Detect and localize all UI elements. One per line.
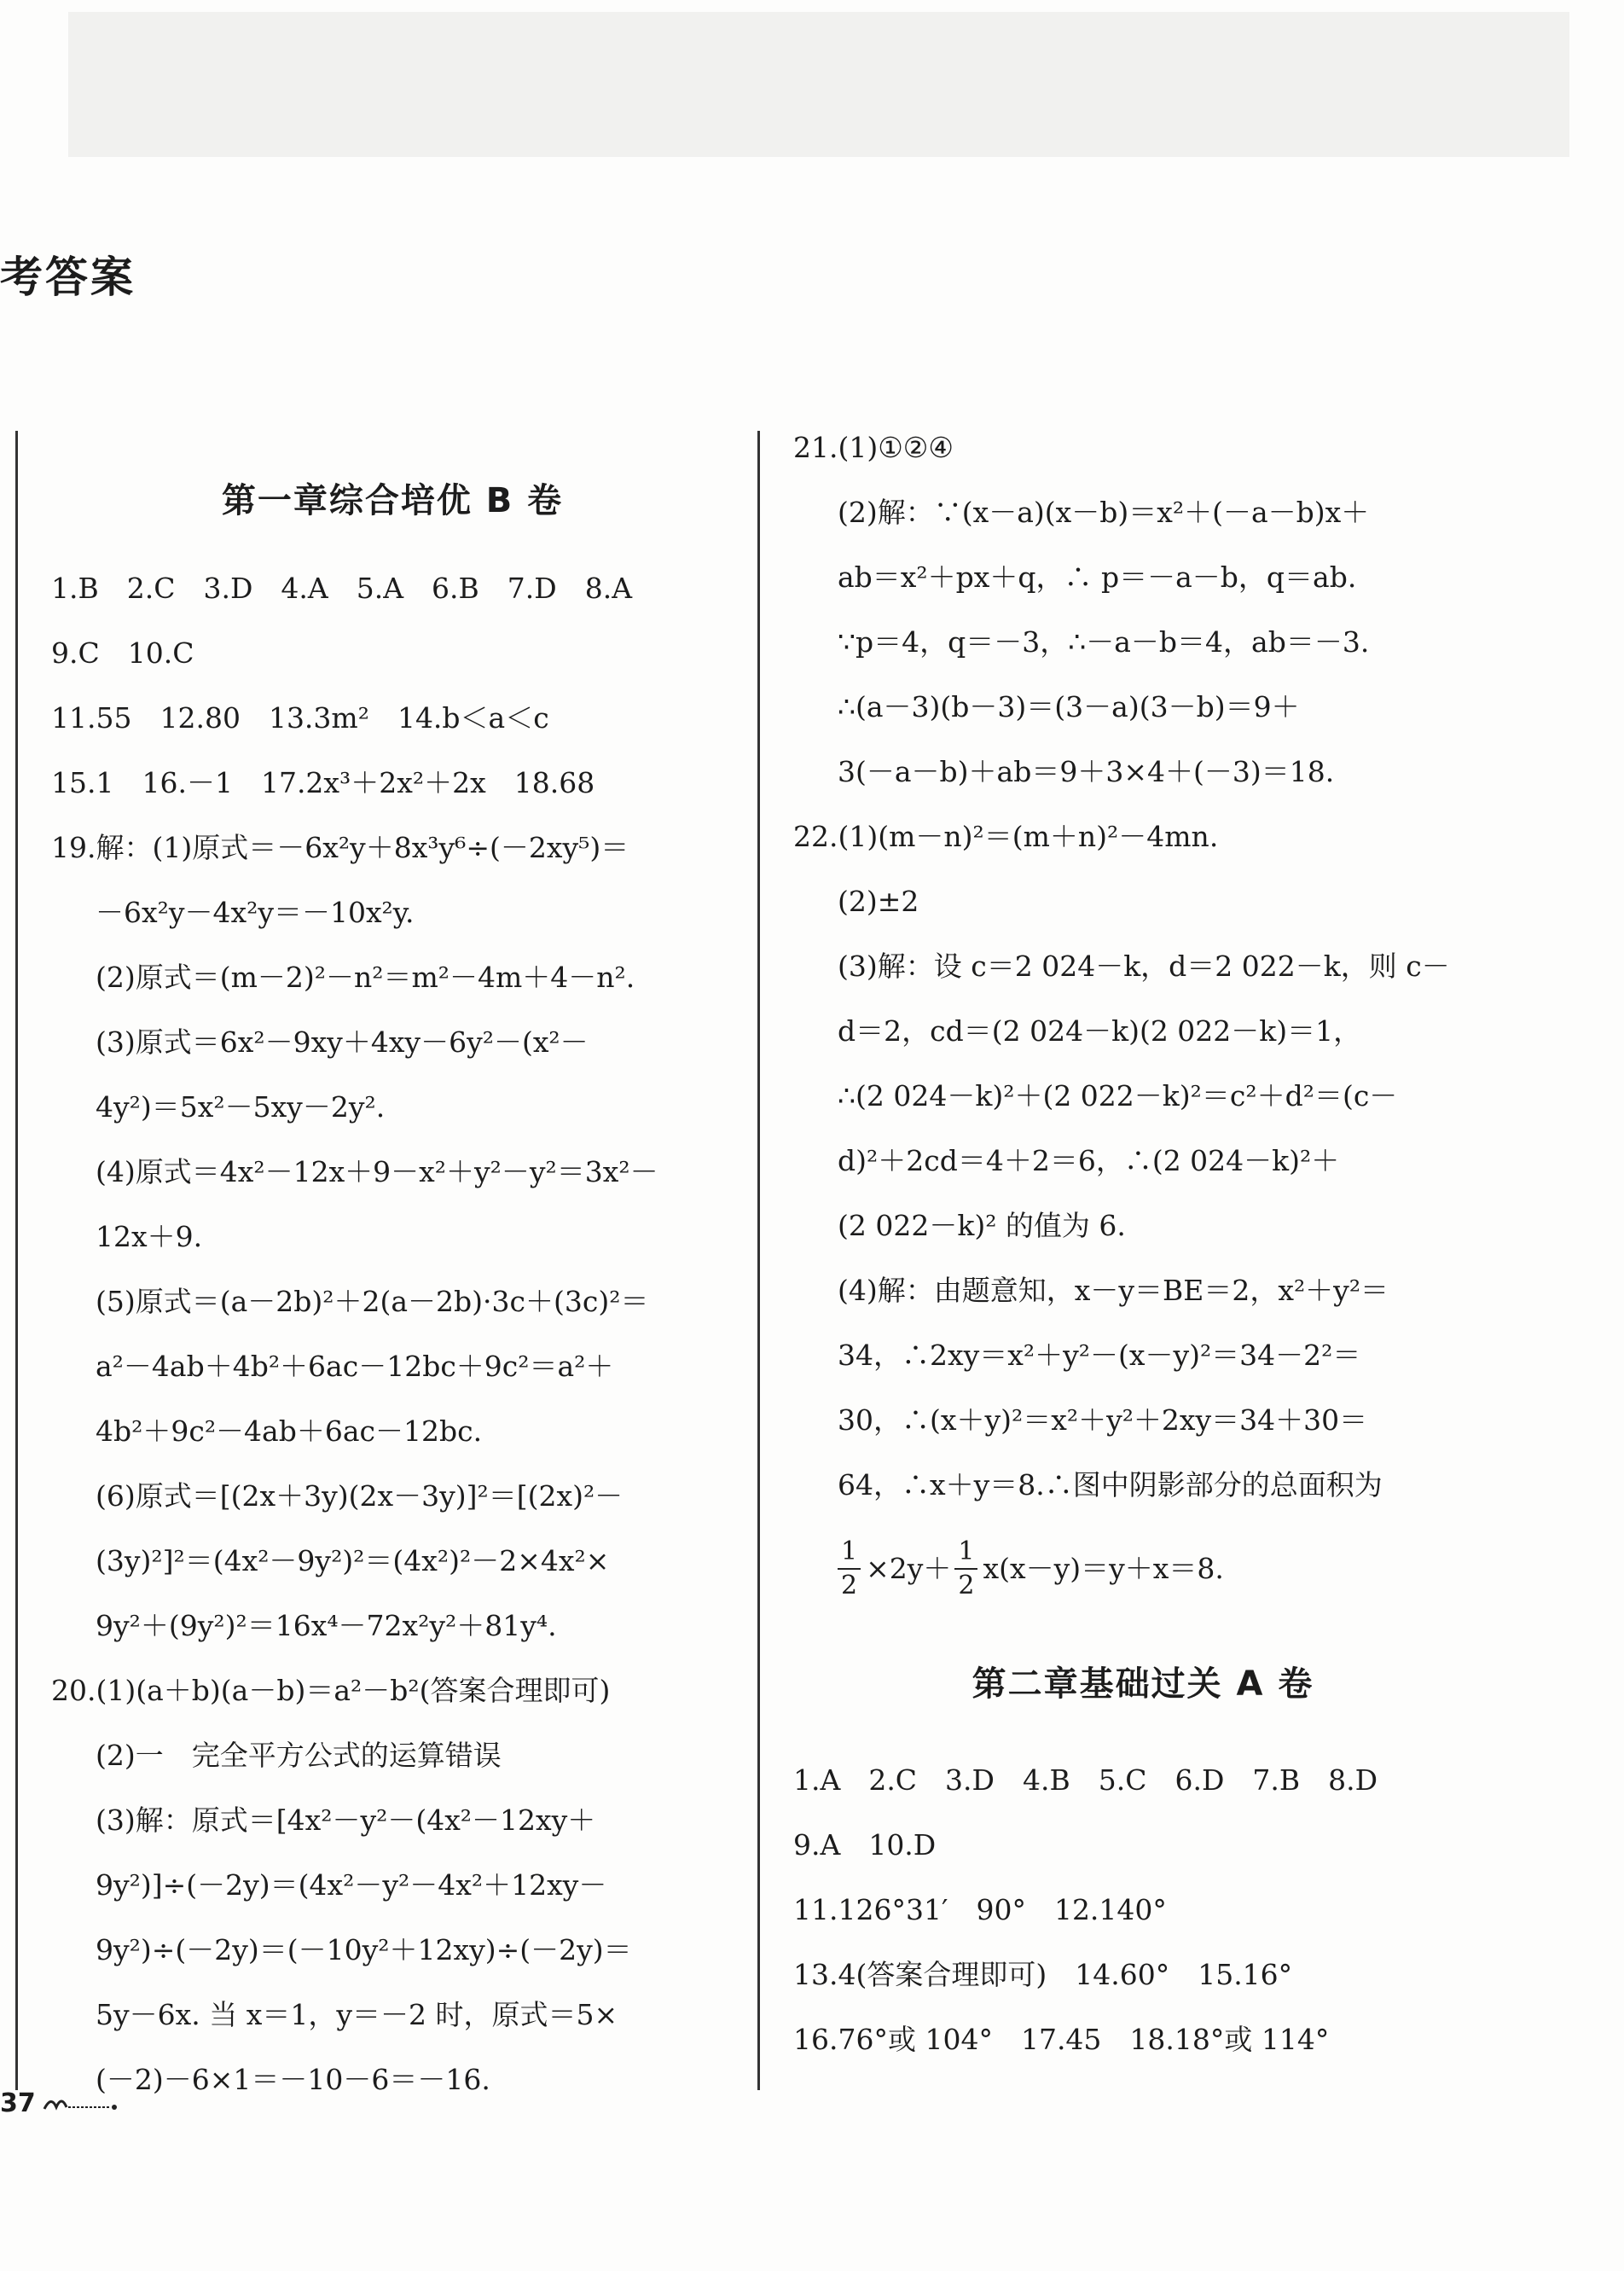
- answer-line: (3y)²]²＝(4x²－9y²)²＝(4x²)²－2×4x²×: [96, 1544, 610, 1577]
- answer-line: (2)原式＝(m－2)²－n²＝m²－4m＋4－n².: [96, 961, 635, 994]
- left-column-rule: [15, 431, 18, 2090]
- answer-line: (4)解：由题意知，x－y＝BE＝2，x²＋y²＝: [838, 1274, 1389, 1307]
- answer-line: (6)原式＝[(2x＋3y)(2x－3y)]²＝[(2x)²－: [96, 1479, 624, 1513]
- fraction-numerator: 1: [954, 1539, 977, 1570]
- fraction-numerator: 1: [838, 1539, 861, 1570]
- answer-line: (3)解：原式＝[4x²－y²－(4x²－12xy＋: [96, 1803, 596, 1837]
- answer-line: 21.(1)①②④: [793, 431, 954, 464]
- fraction-denominator: 2: [958, 1571, 975, 1600]
- answer-line: 20.(1)(a＋b)(a－b)＝a²－b²(答案合理即可): [51, 1674, 611, 1707]
- answer-line: 11.126°31′ 90° 12.140°: [793, 1893, 1167, 1926]
- answer-line: 19.解：(1)原式＝－6x²y＋8x³y⁶÷(－2xy⁵)＝: [51, 831, 629, 864]
- right-answer-lines-b: [793, 1748, 1493, 2072]
- answer-line: 4b²＋9c²－4ab＋6ac－12bc.: [96, 1414, 483, 1448]
- answer-line: －6x²y－4x²y＝－10x²y.: [96, 896, 415, 929]
- answer-line: (2)一 完全平方公式的运算错误: [96, 1739, 502, 1772]
- answer-line: 13.4(答案合理即可) 14.60° 15.16°: [793, 1958, 1293, 1991]
- answer-line: 5y－6x. 当 x＝1，y＝－2 时，原式＝5×: [96, 1998, 618, 2031]
- answer-line: 1.B 2.C 3.D 4.A 5.A 6.B 7.D 8.A: [51, 572, 633, 605]
- answer-line: 4y²)＝5x²－5xy－2y².: [96, 1090, 386, 1124]
- answer-line: 9y²)]÷(－2y)＝(4x²－y²－4x²＋12xy－: [96, 1868, 607, 1902]
- left-column: [51, 445, 734, 2112]
- page-number: 37: [0, 2088, 36, 2118]
- answer-line: 9.A 10.D: [793, 1828, 937, 1862]
- answer-line: (5)原式＝(a－2b)²＋2(a－2b)·3c＋(3c)²＝: [96, 1285, 649, 1318]
- answer-line: (2)解：∵(x－a)(x－b)＝x²＋(－a－b)x＋: [838, 496, 1370, 529]
- answer-line: 16.76°或 104° 17.45 18.18°或 114°: [793, 2023, 1330, 2056]
- right-answer-lines-a: [793, 415, 1493, 1518]
- fraction-half-2: [954, 1536, 977, 1600]
- answer-line: a²－4ab＋4b²＋6ac－12bc＋9c²＝a²＋: [96, 1350, 614, 1383]
- answer-line: (4)原式＝4x²－12x＋9－x²＋y²－y²＝3x²－: [96, 1155, 658, 1188]
- answer-line: ∵p＝4，q＝－3，∴－a－b＝4，ab＝－3.: [838, 625, 1370, 659]
- answer-line: 34，∴2xy＝x²＋y²－(x－y)²＝34－2²＝: [838, 1339, 1361, 1372]
- answer-line: 15.1 16.－1 17.2x³＋2x²＋2x 18.68: [51, 766, 595, 799]
- center-column-rule: [757, 431, 760, 2090]
- answer-line: (2)±2: [838, 885, 919, 918]
- top-band: [68, 12, 1569, 157]
- answer-line: ab＝x²＋px＋q，∴ p＝－a－b，q＝ab.: [838, 560, 1357, 594]
- answer-line: d＝2，cd＝(2 024－k)(2 022－k)＝1，: [838, 1014, 1362, 1048]
- answer-line: 3(－a－b)＋ab＝9＋3×4＋(－3)＝18.: [838, 755, 1335, 788]
- answer-line: (－2)－6×1＝－10－6＝－16.: [96, 2063, 490, 2096]
- answer-line: 30，∴(x＋y)²＝x²＋y²＋2xy＝34＋30＝: [838, 1403, 1368, 1437]
- answer-line: ∴(2 024－k)²＋(2 022－k)²＝c²＋d²＝(c－: [838, 1079, 1398, 1112]
- section-title-chapter1: 第一章综合培优 B 卷: [221, 481, 564, 520]
- section-title-chapter2: 第二章基础过关 A 卷: [972, 1664, 1314, 1704]
- answer-line: 12x＋9.: [96, 1220, 203, 1253]
- answer-line: 22.(1)(m－n)²＝(m＋n)²－4mn.: [793, 820, 1219, 853]
- decorative-squiggle-icon: [43, 2092, 119, 2114]
- fraction-line: [793, 1518, 1493, 1620]
- answer-line: 9y²＋(9y²)²＝16x⁴－72x²y²＋81y⁴.: [96, 1609, 557, 1642]
- fraction-denominator: 2: [841, 1571, 858, 1600]
- fraction-text-2: x(x－y)＝y＋x＝8.: [983, 1552, 1224, 1585]
- answer-line: (3)原式＝6x²－9xy＋4xy－6y²－(x²－: [96, 1025, 589, 1059]
- answer-line: 64，∴x＋y＝8.∴图中阴影部分的总面积为: [838, 1468, 1383, 1501]
- answer-line: 9y²)÷(－2y)＝(－10y²＋12xy)÷(－2y)＝: [96, 1933, 632, 1966]
- left-answer-lines: [51, 556, 734, 2112]
- right-column: [793, 415, 1493, 2072]
- answer-line: (3)解：设 c＝2 024－k，d＝2 022－k，则 c－: [838, 950, 1450, 983]
- answer-line: 1.A 2.C 3.D 4.B 5.C 6.D 7.B 8.D: [793, 1763, 1378, 1797]
- answer-line: ∴(a－3)(b－3)＝(3－a)(3－b)＝9＋: [838, 690, 1300, 723]
- answer-line: d)²＋2cd＝4＋2＝6，∴(2 024－k)²＋: [838, 1144, 1340, 1177]
- answer-line: (2 022－k)² 的值为 6.: [838, 1209, 1126, 1242]
- fraction-text-1: ×2y＋: [866, 1552, 952, 1585]
- answer-line: 9.C 10.C: [51, 636, 194, 670]
- fraction-half-1: [838, 1536, 861, 1600]
- answer-line: 11.55 12.80 13.3m² 14.b＜a＜c: [51, 701, 549, 735]
- page-header: 考答案: [0, 253, 136, 302]
